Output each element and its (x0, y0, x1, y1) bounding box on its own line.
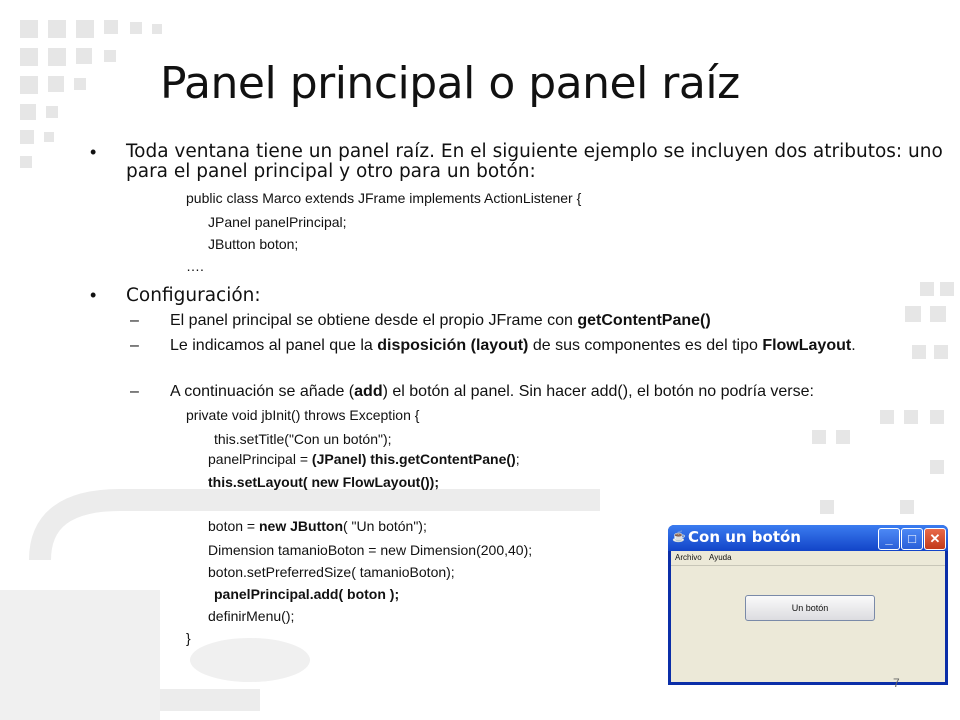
page-number: 7 (893, 676, 900, 690)
code-line: Dimension tamanioBoton = new Dimension(200,40); (208, 542, 533, 558)
code-line: definirMenu(); (208, 608, 295, 624)
code-line: public class Marco extends JFrame implements ActionListener { (186, 190, 582, 206)
code-line: this.setLayout( new FlowLayout()); (208, 474, 439, 490)
code-line: this.setTitle("Con un botón"); (214, 431, 392, 447)
code-line: JPanel panelPrincipal; (208, 214, 347, 230)
dash-marker: – (130, 337, 139, 354)
java-icon: ☕ (672, 531, 686, 543)
code-line: boton = new JButton( "Un botón"); (208, 518, 427, 534)
menu-ayuda[interactable]: Ayuda (709, 553, 732, 562)
menu-archivo[interactable]: Archivo (675, 553, 702, 562)
example-window (668, 525, 948, 685)
bullet-2-text: Configuración: (126, 285, 261, 306)
window-content (671, 551, 945, 682)
code-line: panelPrincipal.add( boton ); (214, 586, 400, 602)
code-line: boton.setPreferredSize( tamanioBoton); (208, 564, 455, 580)
window-title: Con un botón (688, 528, 801, 546)
code-line: …. (186, 258, 204, 274)
slide-title: Panel principal o panel raíz (160, 58, 740, 109)
bullet-marker: • (90, 142, 97, 162)
window-title-bar (668, 525, 948, 551)
dash-marker: – (130, 312, 139, 329)
code-line: panelPrincipal = (JPanel) this.getContentPane(); (208, 451, 520, 467)
menu-bar (671, 551, 945, 566)
code-line: JButton boton; (208, 236, 299, 252)
un-boton-button[interactable]: Un botón (745, 595, 875, 621)
close-button[interactable]: ✕ (924, 528, 946, 550)
sub-item-1: El panel principal se obtiene desde el propio JFrame con getContentPane() (170, 312, 711, 329)
maximize-button[interactable]: □ (901, 528, 923, 550)
code-line: } (186, 630, 191, 646)
minimize-button[interactable]: _ (878, 528, 900, 550)
bullet-marker: • (90, 285, 97, 305)
sub-item-2: Le indicamos al panel que la disposición (layout) de sus componentes es del tipo FlowLayout. (170, 337, 856, 354)
code-line: private void jbInit() throws Exception { (186, 407, 420, 423)
bullet-1-text: Toda ventana tiene un panel raíz. En el siguiente ejemplo se incluyen dos atributos: uno para el panel principal y otro para un botón: (126, 141, 943, 182)
sub-item-3: A continuación se añade (add) el botón al panel. Sin hacer add(), el botón no podría verse: (170, 383, 814, 400)
dash-marker: – (130, 383, 139, 400)
